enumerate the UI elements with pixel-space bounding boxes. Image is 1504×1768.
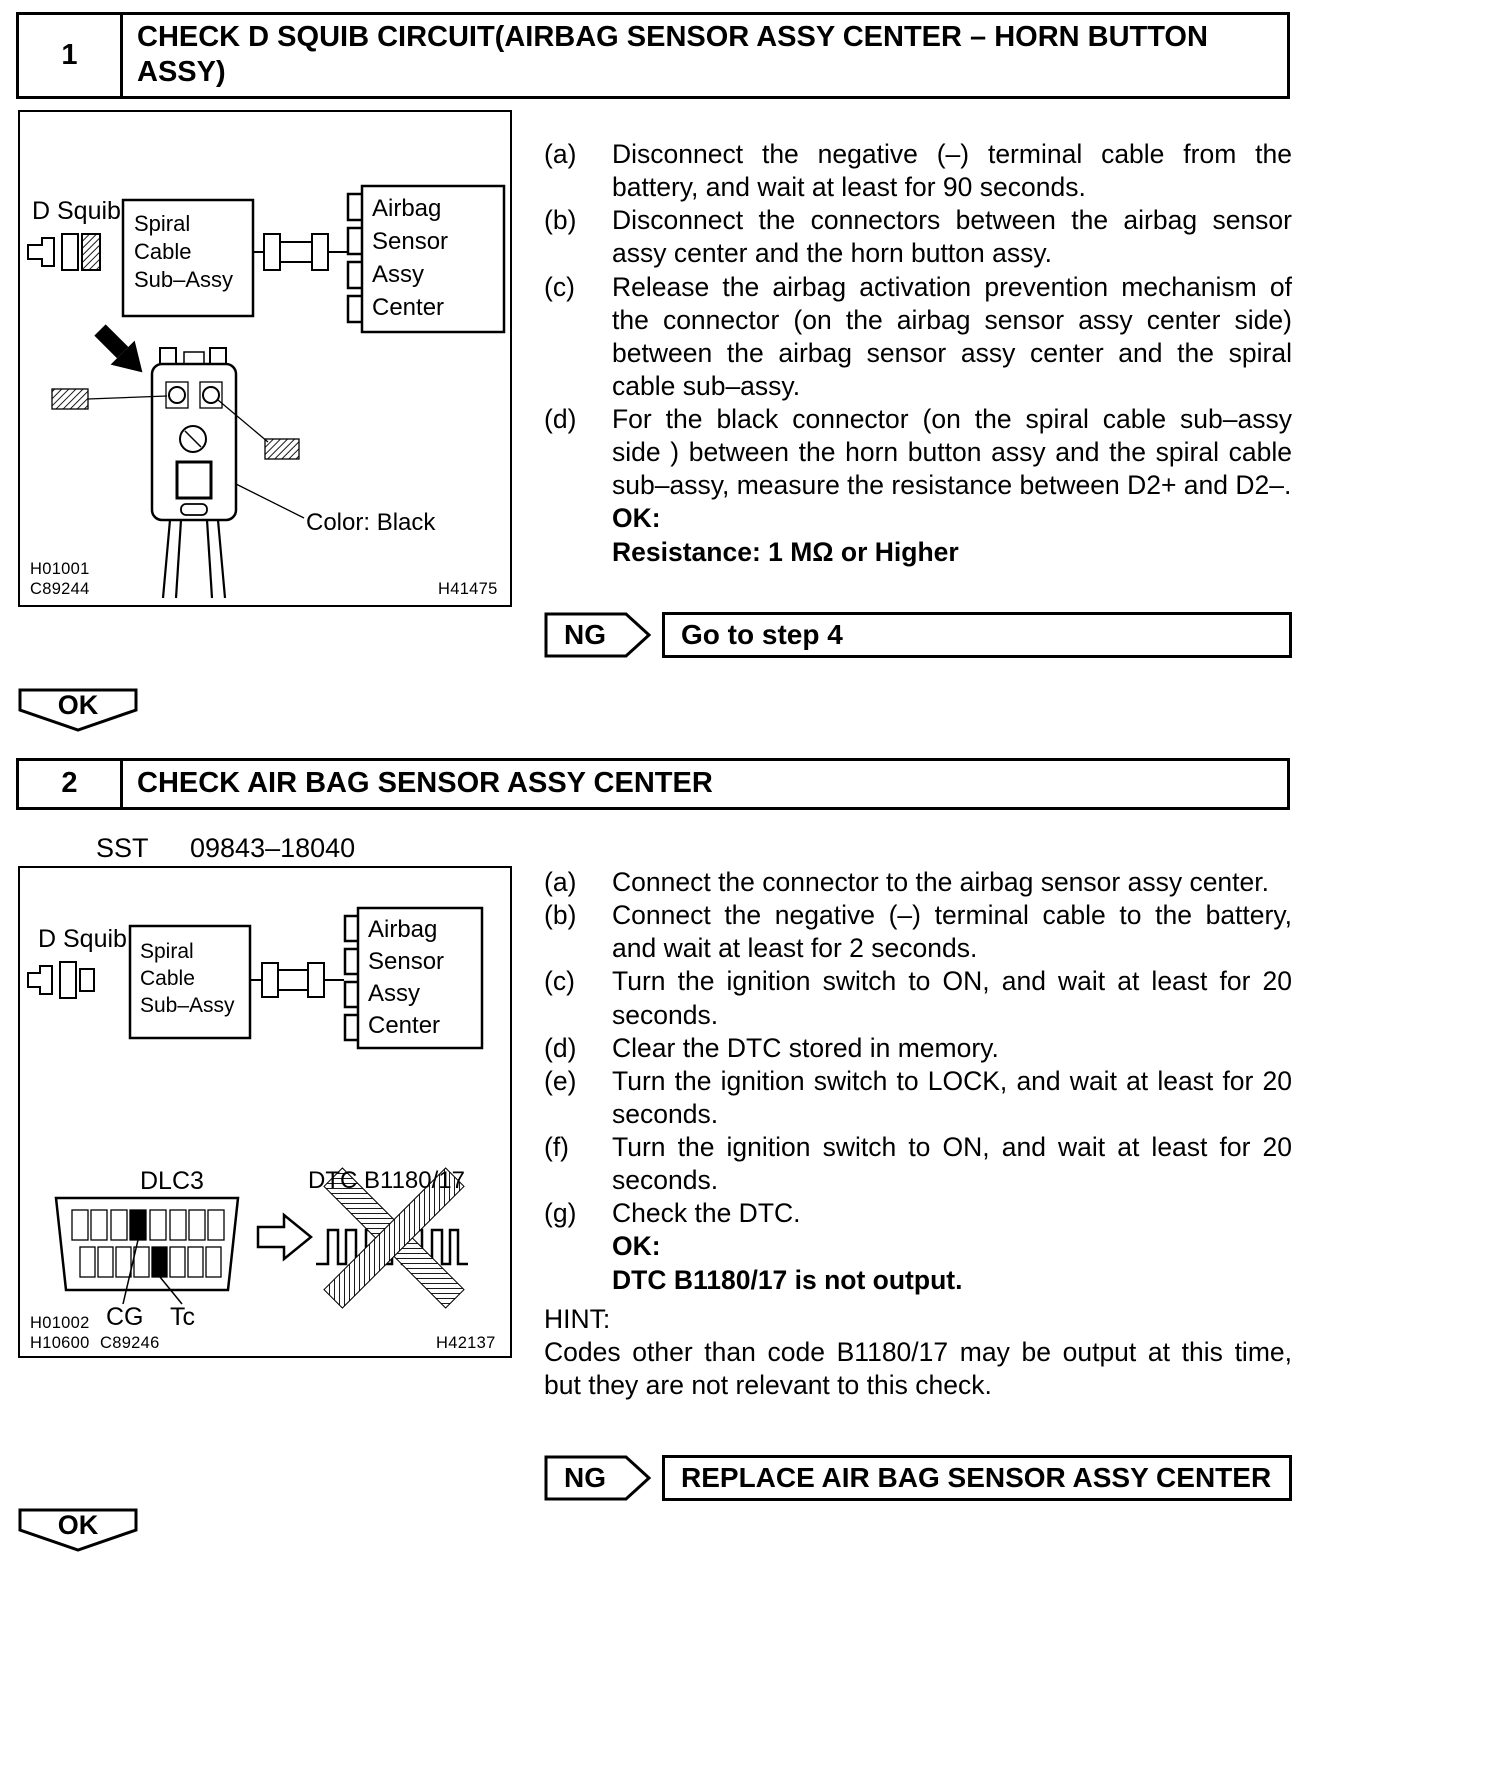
instruction-letter: (e) — [544, 1065, 577, 1096]
figure1-code-1: H01001 — [30, 560, 90, 578]
instruction-text: Turn the ignition switch to ON, and wait at least for 20 seconds. — [612, 1132, 1292, 1196]
sst-value: 09843–18040 — [190, 833, 356, 863]
figure-dlc3-check — [18, 866, 512, 1358]
instruction-text: Turn the ignition switch to ON, and wait at least for 20 seconds. — [612, 966, 1292, 1030]
instruction-text: Clear the DTC stored in memory. — [612, 1032, 999, 1063]
airbag-sensor-label2-line1: Airbag — [368, 916, 438, 943]
spiral-cable-label2-line3: Sub–Assy — [140, 994, 235, 1017]
step2-ng-row — [544, 1455, 1292, 1501]
step1-ok-connector — [18, 688, 138, 732]
step1-title: CHECK D SQUIB CIRCUIT(AIRBAG SENSOR ASSY CENTER – HORN BUTTON ASSY) — [137, 21, 1208, 88]
step1-ng-row — [544, 612, 1292, 658]
step2-title: CHECK AIR BAG SENSOR ASSY CENTER — [137, 767, 713, 799]
figure-dsquib-circuit — [18, 110, 512, 607]
instruction-item-c — [544, 271, 1292, 404]
wire-plug-group2 — [28, 962, 94, 998]
instruction-item-d — [544, 1032, 1292, 1065]
spiral-cable-label — [134, 210, 233, 294]
figure2-code-2: H10600 — [30, 1334, 90, 1352]
airbag-sensor-label2-line4: Center — [368, 1012, 441, 1039]
step1-instructions — [544, 138, 1292, 569]
instruction-text: Turn the ignition switch to LOCK, and wait at least for 20 seconds. — [612, 1065, 1292, 1129]
instruction-item-e — [544, 1065, 1292, 1131]
instruction-item-b — [544, 899, 1292, 965]
color-note-label: Color: Black — [306, 509, 436, 536]
airbag-sensor-label-line3: Assy — [372, 261, 425, 288]
connector-detail-drawing — [152, 348, 236, 598]
airbag-sensor-label-line4: Center — [372, 294, 445, 321]
instruction-letter: (d) — [544, 404, 577, 434]
dlc3-label: DLC3 — [140, 1167, 204, 1195]
mid-connector-group — [253, 234, 348, 270]
dsquib-label2: D Squib — [38, 925, 127, 953]
airbag-sensor-label2-line2: Sensor — [368, 948, 445, 975]
airbag-sensor-label2 — [368, 914, 444, 1042]
connector-wires — [163, 520, 225, 598]
instruction-item-b — [544, 204, 1292, 270]
instruction-letter: (c) — [544, 966, 575, 997]
spiral-cable-label2-line2: Cable — [140, 967, 195, 990]
dtc-code-label: DTC B1180/17 — [308, 1167, 465, 1194]
airbag-sensor-label-line2: Sensor — [372, 228, 449, 255]
sst-label: SST — [96, 833, 149, 863]
figure2-code-1: H01002 — [30, 1314, 90, 1332]
step2-header — [16, 758, 1290, 810]
color-note-leader-line — [236, 484, 304, 518]
instruction-item-a — [544, 866, 1292, 899]
instruction-letter: (a) — [544, 867, 577, 897]
instruction-letter: (g) — [544, 1198, 577, 1229]
spiral-cable-label2-line1: Spiral — [140, 940, 194, 963]
step2-ok-connector — [18, 1508, 138, 1552]
wire-plug-group — [28, 234, 100, 270]
ok-criteria-value: DTC B1180/17 is not output. — [612, 1264, 963, 1295]
ng-label: NG — [564, 1462, 606, 1493]
instruction-text: Release the airbag activation prevention mechanism of the connector (on the airbag sensor assy center side) between the airbag sensor assy center and the spiral cable sub–assy. — [612, 271, 1292, 401]
dlc3-connector-drawing — [56, 1198, 238, 1290]
step2-instructions — [544, 866, 1292, 1402]
tc-pin-label: Tc — [170, 1303, 195, 1331]
instruction-item-d — [544, 403, 1292, 502]
figure1-code-2: C89244 — [30, 580, 90, 598]
spiral-cable-label2 — [140, 938, 235, 1019]
instruction-item-c — [544, 965, 1292, 1031]
figure1-drawing — [20, 112, 510, 605]
instruction-letter: (c) — [544, 271, 575, 302]
ok-criteria-label: OK: — [612, 503, 661, 534]
figure1-code-3: H41475 — [438, 580, 498, 598]
instruction-letter: (d) — [544, 1032, 577, 1063]
figure2-code-4: H42137 — [436, 1334, 496, 1352]
ok-label: OK — [57, 1510, 99, 1540]
step1-number: 1 — [19, 15, 123, 96]
mid-connector-group2 — [250, 963, 344, 997]
instruction-letter: (b) — [544, 900, 577, 931]
airbag-sensor-label-line1: Airbag — [372, 195, 442, 222]
instruction-letter: (b) — [544, 205, 577, 236]
hint-text: Codes other than code B1180/17 may be output at this time, but they are not relevant to this check. — [544, 1336, 1292, 1400]
figure2-code-3: C89246 — [100, 1334, 160, 1352]
ok-criteria-value: Resistance: 1 MΩ or Higher — [612, 536, 959, 567]
instruction-item-a — [544, 138, 1292, 204]
airbag-sensor-label2-line3: Assy — [368, 980, 421, 1007]
step1-ng-action-box: Go to step 4 — [662, 612, 1292, 658]
instruction-text: Disconnect the connectors between the airbag sensor assy center and the horn button assy. — [612, 205, 1292, 269]
step2-ng-tag — [544, 1455, 652, 1501]
step1-ng-tag — [544, 612, 652, 658]
instruction-text: For the black connector (on the spiral cable sub–assy side ) between the horn button assy and the spiral cable sub–assy, measure the resistance between D2+ and D2–. — [612, 404, 1292, 501]
dsquib-label: D Squib — [32, 197, 121, 225]
sst-line — [96, 833, 355, 864]
step2-ng-action-box: REPLACE AIR BAG SENSOR ASSY CENTER — [662, 1455, 1292, 1501]
ok-criteria-label: OK: — [612, 1231, 661, 1262]
ok-label: OK — [57, 690, 99, 720]
spiral-cable-label-line3: Sub–Assy — [134, 267, 234, 292]
ng-label: NG — [564, 619, 606, 650]
step2-number: 2 — [19, 761, 123, 807]
outline-arrow-icon — [258, 1215, 311, 1259]
instruction-text: Disconnect the negative (–) terminal cable from the battery, and wait at least for 90 seconds. — [612, 139, 1292, 203]
instruction-letter: (f) — [544, 1132, 570, 1162]
step1-header — [16, 12, 1290, 99]
spiral-cable-label-line1: Spiral — [134, 211, 191, 236]
instruction-letter: (a) — [544, 139, 577, 169]
pointer-arrow-icon — [88, 318, 154, 384]
spiral-cable-label-line2: Cable — [134, 239, 192, 264]
instruction-text: Check the DTC. — [612, 1198, 801, 1229]
cg-pin-label: CG — [106, 1303, 144, 1331]
instruction-text: Connect the negative (–) terminal cable to the battery, and wait at least for 2 seconds. — [612, 900, 1292, 964]
instruction-item-g — [544, 1197, 1292, 1230]
instruction-text: Connect the connector to the airbag sensor assy center. — [612, 867, 1270, 897]
hint-label: HINT: — [544, 1303, 611, 1334]
instruction-item-f — [544, 1131, 1292, 1197]
airbag-sensor-label — [372, 192, 448, 324]
